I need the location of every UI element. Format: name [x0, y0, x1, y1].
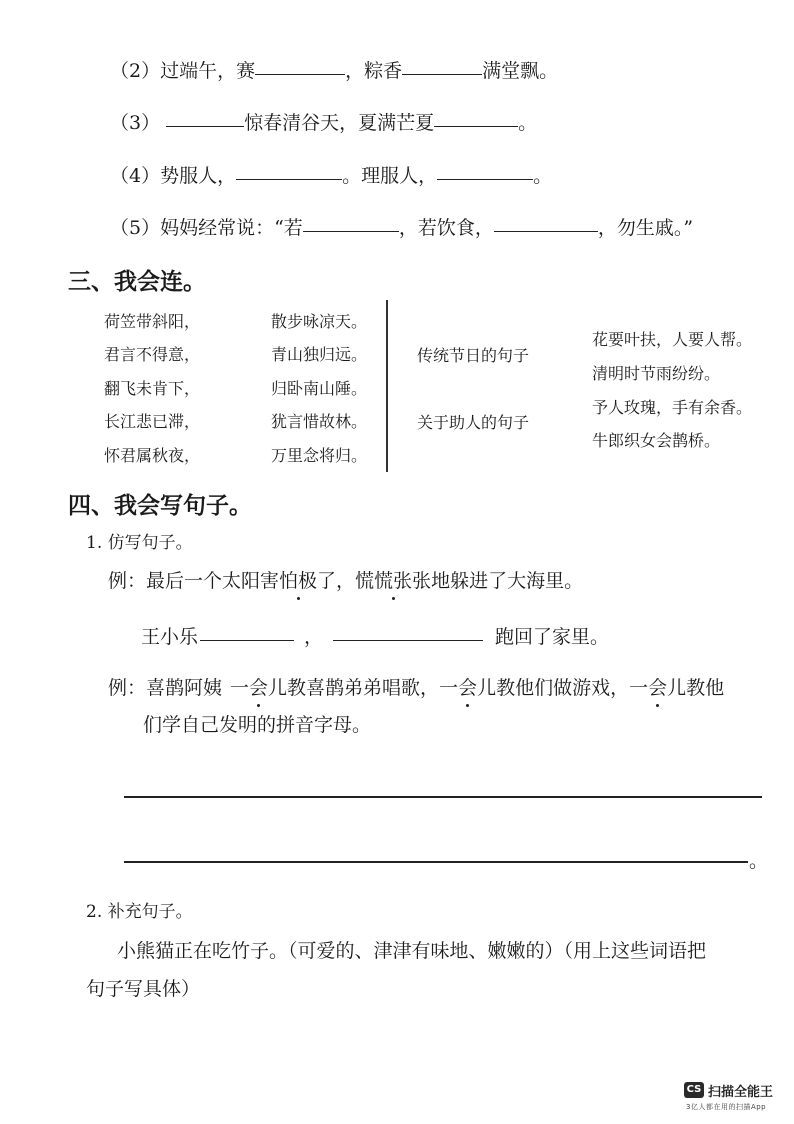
answer-blank[interactable]	[166, 125, 244, 127]
sentence-option[interactable]: 予人玫瑰，手有余香。	[592, 398, 753, 417]
sentence-option[interactable]: 牛郎织女会鹊桥。	[592, 431, 721, 450]
poem-line[interactable]: 长江悲已滞，	[104, 412, 201, 431]
divider	[386, 300, 388, 472]
answer-blank[interactable]	[494, 230, 598, 232]
emphasis-text: 慌慌张张	[355, 566, 431, 593]
example-1: 例：最后一个太阳害怕极了，慌慌张张地躲进了大海里。	[108, 566, 583, 593]
question-2-text-line2: 句子写具体）	[86, 978, 201, 1000]
question-2: （2）过端午，赛 ，粽香 满堂飘。	[110, 60, 559, 82]
emphasis-text: 一会儿	[230, 673, 287, 700]
poem-line[interactable]: 君言不得意，	[104, 345, 201, 364]
answer-blank[interactable]	[236, 178, 342, 180]
answer-line[interactable]	[124, 861, 748, 863]
sentence-option[interactable]: 清明时节雨纷纷。	[592, 364, 721, 383]
answer-blank[interactable]	[303, 230, 399, 232]
answer-blank[interactable]	[437, 178, 533, 180]
logo-tagline: 3亿人都在用的扫描App	[686, 1103, 767, 1111]
question-2-text: 小熊猫正在吃竹子。（可爱的、津津有味地、嫩嫩的）（用上这些词语把	[117, 940, 707, 962]
emphasis-text: 害怕极了	[260, 566, 336, 593]
poem-line[interactable]: 犹言惜故林。	[271, 412, 368, 431]
emphasis-text: 一会儿	[629, 673, 686, 700]
question-5: （5）妈妈经常说：“若 ，若饮食， ，勿生戚。”	[110, 217, 694, 239]
poem-line[interactable]: 青山独归远。	[271, 345, 368, 364]
sentence-option[interactable]: 花要叶扶，人要人帮。	[592, 330, 753, 349]
answer-blank[interactable]	[200, 639, 294, 641]
section-3-title: 三、我会连。	[68, 269, 206, 295]
question-1-title: 1. 仿写句子。	[86, 533, 193, 553]
imitation-fill: 王小乐 ， 跑回了家里。	[141, 626, 610, 648]
poem-line[interactable]: 荷笠带斜阳，	[104, 312, 201, 331]
example-2: 例：喜鹊阿姨 一会儿教喜鹊弟弟唱歌，一会儿教他们做游戏，一会儿教他	[108, 673, 724, 700]
category-label[interactable]: 关于助人的句子	[417, 413, 530, 432]
poem-line[interactable]: 万里念将归。	[271, 446, 368, 465]
poem-line[interactable]: 散步咏凉天。	[271, 312, 368, 331]
answer-line[interactable]	[124, 796, 762, 798]
answer-blank[interactable]	[255, 73, 345, 75]
end-period: 。	[749, 850, 769, 872]
logo-name: 扫描全能王	[708, 1085, 774, 1100]
camscanner-logo	[684, 1080, 790, 1116]
poem-line[interactable]: 怀君属秋夜，	[104, 446, 201, 465]
section-4-title: 四、我会写句子。	[68, 493, 252, 519]
question-3: （3） 惊春清谷天，夏满芒夏 。	[110, 112, 538, 134]
category-label[interactable]: 传统节日的句子	[417, 346, 530, 365]
example-2-line2: 们学自己发明的拼音字母。	[143, 714, 372, 736]
answer-blank[interactable]	[402, 73, 482, 75]
poem-line[interactable]: 归卧南山陲。	[271, 379, 368, 398]
emphasis-text: 一会儿	[439, 673, 496, 700]
answer-blank[interactable]	[333, 639, 483, 641]
answer-blank[interactable]	[434, 125, 518, 127]
question-2-title: 2. 补充句子。	[86, 902, 193, 922]
question-4: （4）势服人， 。理服人， 。	[110, 165, 553, 187]
cs-badge-icon: CS	[684, 1082, 704, 1098]
poem-line[interactable]: 翻飞未肯下，	[104, 379, 201, 398]
